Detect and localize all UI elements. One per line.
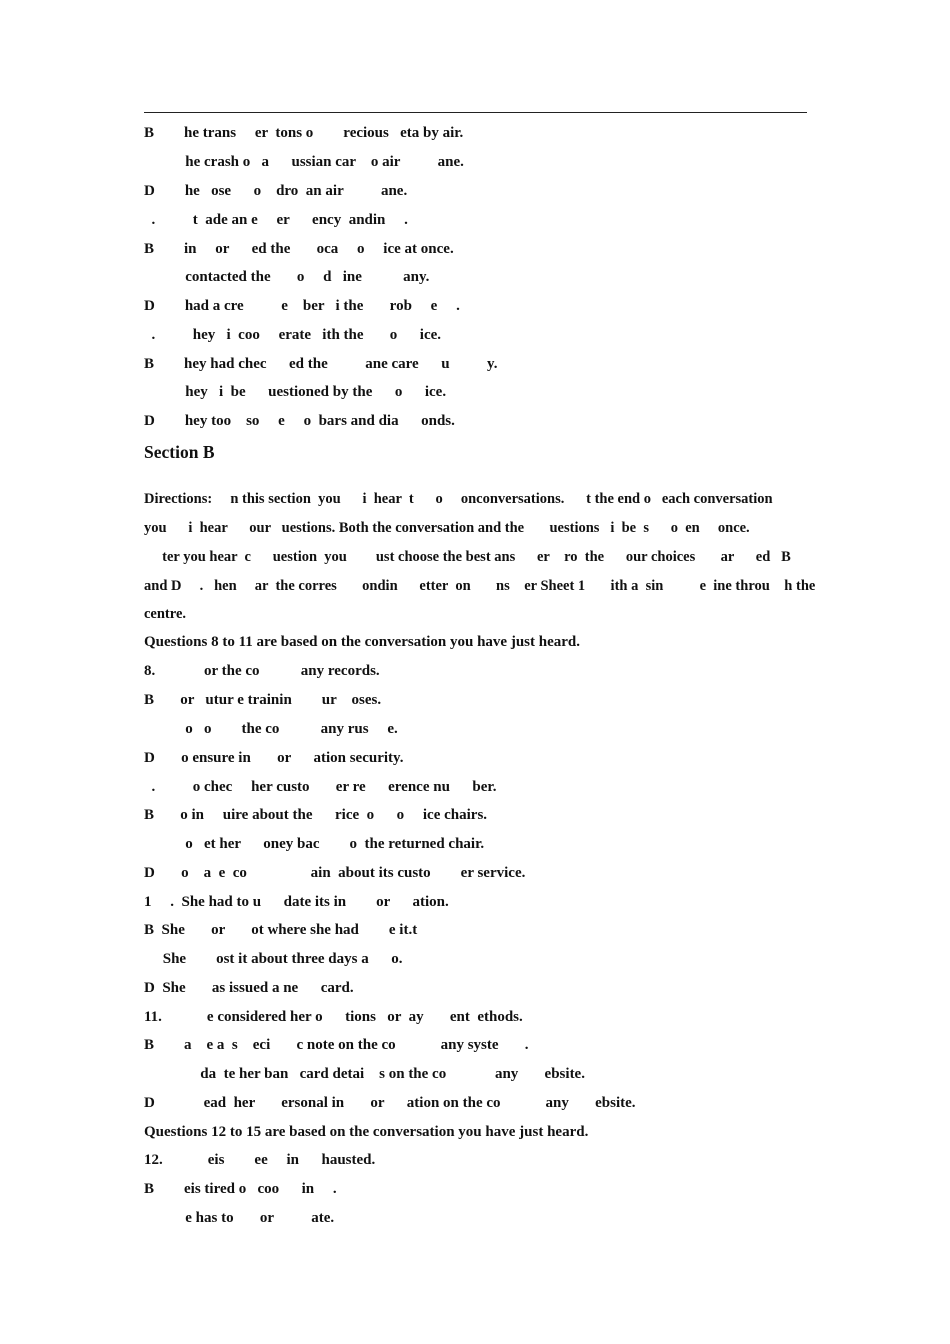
option-line: o o the co any rus e. [144,721,398,737]
option-line: D ead her ersonal in or ation on the co any ebsite. [144,1095,636,1111]
option-line: D had a cre e ber i the rob e . [144,298,460,314]
option-line: B hey had chec ed the ane care u y. [144,356,498,372]
option-line: B She or ot where she had e it.t [144,922,418,938]
option-line: . hey i coo erate ith the o ice. [144,327,442,343]
question-line: 12. eis ee in hausted. [144,1152,376,1168]
directions-line: centre. [144,606,186,622]
option-line: B eis tired o coo in . [144,1181,337,1197]
option-line: B a e a s eci c note on the co any syste . [144,1037,529,1053]
option-line: . o chec her custo er re erence nu ber. [144,779,497,795]
option-line: D o a e co ain about its custo er service. [144,865,526,881]
directions-line: Directions: n this section you i hear t o onconversations. t the end o each conversation [144,491,773,507]
option-line: D he ose o dro an air ane. [144,183,408,199]
option-line: B or utur e trainin ur oses. [144,692,382,708]
questions-heading: Questions 12 to 15 are based on the conversation you have just heard. [144,1124,589,1140]
option-line: D hey too so e o bars and dia onds. [144,413,455,429]
option-line: D She as issued a ne card. [144,980,354,996]
option-line: contacted the o d ine any. [144,269,430,285]
header-rule [144,112,807,113]
option-line: B in or ed the oca o ice at once. [144,241,454,257]
option-line: D o ensure in or ation security. [144,750,404,766]
option-line: B he trans er tons o recious eta by air. [144,125,464,141]
option-line: hey i be uestioned by the o ice. [144,384,447,400]
option-line: e has to or ate. [144,1210,335,1226]
directions-line: and D . hen ar the corres ondin etter on ns er Sheet 1 ith a sin e ine throu h the [144,578,816,594]
question-line: 11. e considered her o tions or ay ent ethods. [144,1009,523,1025]
question-line: 8. or the co any records. [144,663,380,679]
directions-line: ter you hear c uestion you ust choose the best ans er ro the our choices ar ed B [144,549,791,565]
option-line: he crash o a ussian car o air ane. [144,154,464,170]
questions-heading: Questions 8 to 11 are based on the conversation you have just heard. [144,634,580,650]
directions-line: you i hear our uestions. Both the conversation and the uestions i be s o en once. [144,520,750,536]
option-line: o et her oney bac o the returned chair. [144,836,485,852]
question-line: 1 . She had to u date its in or ation. [144,894,449,910]
option-line: She ost it about three days a o. [144,951,403,967]
option-line: B o in uire about the rice o o ice chairs. [144,807,488,823]
option-line: da te her ban card detai s on the co any ebsite. [144,1066,585,1082]
option-line: . t ade an e er ency andin . [144,212,408,228]
section-title: Section B [144,442,215,462]
